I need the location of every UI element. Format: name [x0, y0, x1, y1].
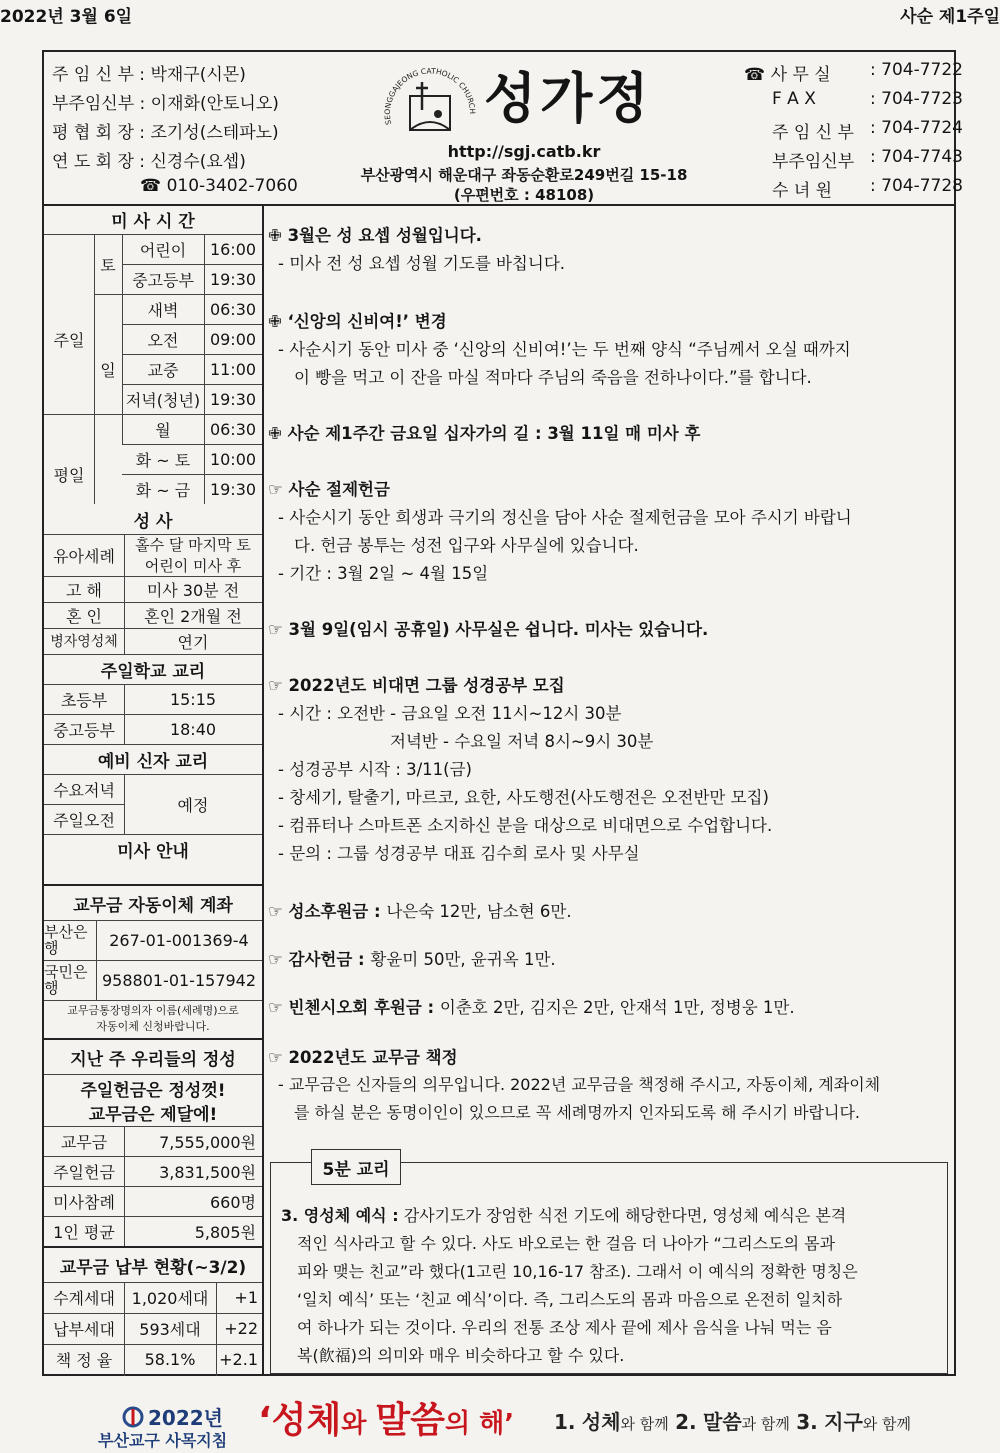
council-president-line: 평 협 회 장 : 조기성(스테파노)	[52, 123, 279, 143]
bulletin-frame	[42, 50, 963, 1376]
tithe-status-row-1-value: 593세대	[139, 1320, 201, 1339]
footer-year: 2022년	[148, 1406, 223, 1430]
address: 부산광역시 해운대구 좌동순환로249번길 15-18	[360, 166, 688, 184]
pastor-phone-label: 주 임 신 부	[772, 123, 854, 143]
mass-row-8-time: 19:30	[209, 479, 257, 499]
secondary-time: 18:40	[169, 719, 217, 739]
notice-4-title: 사순 절제헌금	[288, 480, 390, 499]
notice-5-title: 3월 9일(임시 공휴일) 사무실은 쉽니다. 미사는 있습니다.	[288, 620, 709, 639]
offerings-slogan-1: 주일헌금은 정성껏!	[80, 1080, 226, 1101]
tithe-status-row-1-name: 납부세대	[53, 1320, 115, 1339]
infant-baptism-time: 홀수 달 마지막 토	[135, 536, 251, 554]
notice-9	[268, 994, 795, 1018]
infant-baptism-label: 유아세례	[53, 546, 115, 566]
kb-bank-account[interactable]: 958801-01-157942	[101, 970, 257, 990]
notice-4-line-2: 다. 헌금 봉투는 성전 입구와 사무실에 있습니다.	[294, 536, 639, 555]
cross-icon: ✙	[268, 312, 288, 331]
top-line	[0, 0, 1000, 26]
catechism-line-4: ‘일치 예식’ 또는 ‘친교 예식’이다. 즉, 그리스도의 몸과 마음으로 온전히 일치하	[297, 1290, 843, 1309]
mass-row-2-name: 새벽	[147, 300, 179, 320]
elementary-label: 초등부	[60, 690, 108, 710]
pastor-phone-value: 704-7724	[881, 118, 963, 138]
notice-6-title: 2022년도 비대면 그룹 성경공부 모집	[288, 676, 565, 695]
council-name: 조기성(스테파노)	[150, 123, 279, 143]
postal-code: (우편번호 : 48108)	[453, 186, 595, 204]
fax-value: 704-7723	[881, 89, 963, 109]
mass-row-0-time: 16:00	[209, 239, 257, 259]
sick-communion-status: 연기	[177, 632, 209, 652]
notice-6-line-6: - 문의 : 그룹 성경공부 대표 김수희 로사 및 사무실	[278, 844, 640, 863]
confession-time: 미사 30분 전	[146, 580, 240, 600]
catechumen-wed: 수요저녁	[53, 780, 115, 800]
notice-7-text: 나은숙 12만, 남소현 6만.	[386, 902, 572, 921]
theme-2-text: 과 함께	[741, 1415, 790, 1433]
notice-3	[268, 420, 700, 444]
notice-10-line-2: 를 하실 분은 동명이인이 있으므로 꼭 세례명까지 인자되도록 해 주시기 바랍니다.	[294, 1103, 860, 1122]
office-phone-value: 704-7722	[881, 60, 963, 80]
left-column	[44, 204, 264, 1376]
footer-themes	[554, 1406, 911, 1435]
saturday-label: 토	[100, 255, 116, 275]
notice-7-title: 성소후원금 :	[288, 902, 381, 921]
notice-1-line-1: - 미사 전 성 요셉 성월 기도를 바칩니다.	[278, 254, 565, 273]
catechism-line-1	[281, 1203, 846, 1226]
mass-row-5-name: 저녁(청년)	[125, 390, 201, 410]
fax-label: F A X	[772, 89, 816, 109]
mass-row-1-time: 19:30	[209, 269, 257, 289]
regional-label: 연 도 회 장	[52, 152, 134, 172]
notice-10-line-1: - 교무금은 신자들의 의무입니다. 2022년 교무금을 책정해 주시고, 자동이체, 계좌이체	[278, 1075, 881, 1094]
notice-3-title: 사순 제1주간 금요일 십자가의 길 : 3월 11일 매 미사 후	[287, 424, 701, 443]
notice-1	[268, 222, 482, 246]
tithe-status-row-2-value: 58.1%	[144, 1350, 196, 1369]
sacraments-title: 성 사	[133, 511, 173, 532]
notice-8	[268, 946, 556, 970]
notice-6-line-3: - 성경공부 시작 : 3/11(금)	[278, 760, 472, 779]
mass-row-6-name: 월	[155, 420, 171, 440]
catechism-box	[270, 1159, 948, 1374]
tithe-status-row-2-name: 책 정 율	[55, 1351, 113, 1370]
catechism-line-6: 복(飮福)의 의미와 매우 비슷하다고 할 수 있다.	[297, 1346, 625, 1365]
slogan-part-1: ‘성체	[258, 1400, 342, 1441]
hand-pointer-icon: ☞	[268, 998, 289, 1017]
catechism-line-2: 적인 식사라고 할 수 있다. 사도 바오로는 한 걸음 더 나아가 “그리스도의 몸과	[297, 1234, 836, 1253]
notice-2-line-2: 이 빵을 먹고 이 잔을 마실 적마다 주님의 죽음을 전하나이다.”를 합니다.	[294, 368, 812, 387]
notice-6-line-5: - 컴퓨터나 스마트폰 소지하신 분을 대상으로 비대면으로 수업합니다.	[278, 816, 773, 835]
convent-phone: : 704-7728	[870, 176, 963, 196]
theme-2-key: 말씀	[703, 1410, 742, 1434]
mass-row-6-time: 06:30	[209, 419, 257, 439]
catechism-heading: 3. 영성체 예식 :	[281, 1206, 399, 1225]
confession-label: 고 해	[66, 580, 102, 600]
theme-1-key: 성체	[581, 1410, 621, 1434]
mass-row-3-name: 오전	[147, 330, 179, 350]
notice-6-line-4: - 창세기, 탈출기, 마르코, 요한, 사도행전(사도행전은 오전반만 모집)	[278, 788, 769, 807]
theme-3-key: 지구	[824, 1410, 863, 1434]
notice-2-title: ‘신앙의 신비여!’ 변경	[287, 312, 447, 331]
theme-2-number: 2.	[675, 1410, 697, 1434]
catechism-line-3: 피와 맺는 친교”라 했다(1고린 10,16-17 참조). 그래서 이 예식의 정확한 명칭은	[297, 1262, 858, 1281]
notice-6	[268, 672, 565, 696]
footer-org: 부산교구 사목지침	[98, 1431, 228, 1450]
sunday-short-label: 일	[100, 360, 116, 380]
slogan-part-2: 와	[341, 1409, 376, 1439]
tithe-status-title: 교무금 납부 현황(~3/2)	[59, 1257, 247, 1278]
mass-row-4-name: 교중	[147, 360, 179, 380]
liturgical-week: 사순 제1주일	[900, 7, 1000, 27]
notice-10	[268, 1044, 458, 1068]
theme-3-number: 3.	[796, 1410, 818, 1434]
pastor-phone: : 704-7724	[870, 118, 963, 138]
busan-bank-label: 부산은행	[44, 922, 88, 957]
slogan-part-4: 의 해’	[444, 1409, 515, 1439]
pastor-line: 주 임 신 부 : 박재구(시몬)	[52, 65, 246, 85]
church-title: 성가정	[484, 67, 653, 130]
office-phone: : 704-7722	[870, 60, 963, 80]
hand-pointer-icon: ☞	[268, 480, 289, 499]
tithe-status-row-1-delta: +22	[224, 1319, 258, 1338]
church-logo-icon	[380, 64, 480, 144]
cross-icon: ✙	[268, 424, 288, 443]
notice-9-text: 이춘호 2만, 김지은 2만, 안재석 1만, 정병웅 1만.	[439, 998, 795, 1017]
notice-6-line-2: 저녁반 - 수요일 저녁 8시~9시 30분	[390, 732, 654, 751]
footer-slogan	[258, 1392, 514, 1443]
catechism-line-5: 여 하나가 되는 것이다. 우리의 전통 조상 제사 끝에 제사 음식을 나눠 먹는 음	[297, 1318, 832, 1337]
notice-8-text: 황윤미 50만, 윤귀옥 1만.	[370, 950, 556, 969]
assistant-phone-value: 704-7743	[881, 147, 963, 167]
offering-row-1-name: 주일헌금	[53, 1162, 115, 1182]
notice-9-title: 빈첸시오회 후원금 :	[288, 998, 435, 1017]
header	[44, 52, 963, 206]
fax-number: : 704-7723	[870, 89, 963, 109]
catechism-line-1-text: 감사기도가 장엄한 식전 기도에 해당한다면, 영성체 예식은 본격	[403, 1206, 847, 1225]
offering-row-2-name: 미사참례	[53, 1192, 115, 1212]
notice-4-line-3: - 기간 : 3월 2일 ~ 4월 15일	[278, 564, 489, 583]
mass-row-2-time: 06:30	[209, 299, 257, 319]
weekday-label: 평일	[53, 465, 85, 485]
notice-2	[268, 308, 447, 332]
tithe-note-1: 교무금통장명의자 이름(세례명)으로	[67, 1004, 239, 1017]
catechumen-status: 예정	[177, 795, 209, 815]
offerings-title: 지난 주 우리들의 정성	[70, 1049, 236, 1070]
notice-10-title: 2022년도 교무금 책정	[288, 1048, 458, 1067]
secondary-label: 중고등부	[53, 720, 115, 740]
contact-phone: ☎ 010-3402-7060	[140, 176, 298, 196]
website-url[interactable]: http://sgj.catb.kr	[447, 142, 601, 161]
sick-communion-label: 병자영성체	[50, 634, 118, 650]
tithe-status-row-2-delta: +2.1	[219, 1350, 258, 1369]
marriage-time: 혼인 2개월 전	[144, 606, 242, 626]
convent-phone-value: 704-7728	[881, 176, 963, 196]
hand-pointer-icon: ☞	[268, 676, 289, 695]
notice-7	[268, 898, 572, 922]
kb-bank-label: 국민은행	[44, 962, 88, 997]
tithe-account-title: 교무금 자동이체 계좌	[73, 895, 233, 916]
offering-row-0-value: 7,555,000원	[159, 1132, 256, 1152]
assistant-phone-label: 부주임신부	[772, 152, 855, 172]
assistant-phone: : 704-7743	[870, 147, 963, 167]
sunday-school-title: 주일학교 교리	[100, 661, 206, 682]
theme-1-number: 1.	[554, 1410, 576, 1434]
assistant-pastor-line: 부주임신부 : 이재화(안토니오)	[52, 94, 279, 114]
mass-row-7-name: 화 ~ 토	[135, 450, 191, 470]
footer	[0, 1382, 1000, 1452]
sunday-label: 주일	[53, 330, 85, 350]
offering-row-2-value: 660명	[210, 1192, 256, 1212]
mass-times-title: 미 사 시 간	[111, 211, 195, 232]
mass-row-5-time: 19:30	[209, 389, 257, 409]
convent-phone-label: 수 녀 원	[772, 181, 833, 201]
mass-row-7-time: 10:00	[209, 449, 257, 469]
hand-pointer-icon: ☞	[268, 902, 289, 921]
diocese-logo-icon	[118, 1406, 148, 1428]
offering-row-3-name: 1인 평균	[53, 1222, 115, 1242]
cross-icon: ✙	[268, 226, 288, 245]
regional-president-line: 연 도 회 장 : 신경수(요셉)	[52, 152, 246, 172]
catechumen-title: 예비 신자 교리	[97, 751, 209, 772]
council-label: 평 협 회 장	[52, 123, 134, 143]
offerings-slogan-2: 교무금은 제달에!	[88, 1104, 218, 1125]
theme-3-text: 와 함께	[862, 1415, 912, 1433]
pastor-name: 박재구(시몬)	[150, 65, 246, 85]
notices-area	[264, 204, 954, 1376]
pastor-label: 주 임 신 부	[52, 65, 134, 85]
hand-pointer-icon: ☞	[268, 950, 289, 969]
notice-6-line-1: - 시간 : 오전반 - 금요일 오전 11시~12시 30분	[278, 704, 622, 723]
theme-1-text: 와 함께	[620, 1415, 669, 1433]
mass-row-3-time: 09:00	[209, 329, 257, 349]
notice-2-line-1: - 사순시기 동안 미사 중 ‘신앙의 신비여!’는 두 번째 양식 “주님께서 오실 때까지	[278, 340, 851, 359]
notice-1-title: 3월은 성 요셉 성월입니다.	[287, 226, 482, 245]
busan-bank-account[interactable]: 267-01-001369-4	[109, 930, 249, 950]
assistant-label: 부주임신부	[52, 94, 135, 114]
offering-row-0-name: 교무금	[60, 1132, 108, 1152]
tithe-status-row-0-delta: +1	[234, 1288, 258, 1307]
masthead	[344, 52, 704, 204]
notice-8-title: 감사헌금 :	[288, 950, 365, 969]
marriage-label: 혼 인	[66, 606, 102, 626]
slogan-part-3: 말씀	[375, 1400, 445, 1441]
mass-row-8-name: 화 ~ 금	[135, 480, 191, 500]
assistant-name: 이재화(안토니오)	[150, 94, 279, 114]
tithe-status-row-0-value: 1,020세대	[131, 1289, 209, 1308]
regional-name: 신경수(요셉)	[150, 152, 246, 172]
notice-5	[268, 616, 708, 640]
mass-row-1-name: 중고등부	[132, 270, 194, 290]
catechumen-sun: 주일오전	[53, 810, 115, 830]
infant-baptism-when: 어린이 미사 후	[144, 557, 242, 575]
mass-row-0-name: 어린이	[139, 240, 187, 260]
hand-pointer-icon: ☞	[268, 1048, 289, 1067]
tithe-status-row-0-name: 수계세대	[53, 1289, 115, 1308]
issue-date: 2022년 3월 6일	[0, 7, 133, 27]
catechism-title: 5분 교리	[311, 1149, 401, 1185]
office-phone-label: ☎ 사 무 실	[744, 65, 831, 85]
mass-row-4-time: 11:00	[209, 359, 257, 379]
tithe-note-2: 자동이체 신청바랍니다.	[96, 1020, 210, 1033]
notice-4	[268, 476, 390, 500]
offering-row-3-value: 5,805원	[194, 1222, 256, 1242]
notice-4-line-1: - 사순시기 동안 희생과 극기의 정신을 담아 사순 절제헌금을 모아 주시기 바랍니	[278, 508, 852, 527]
svg-text:SEONGGAJEONG CATHOLIC CHURCH: SEONGGAJEONG CATHOLIC CHURCH	[382, 66, 478, 126]
hand-pointer-icon: ☞	[268, 620, 289, 639]
elementary-time: 15:15	[169, 689, 217, 709]
mass-guide-title: 미사 안내	[117, 841, 189, 862]
offering-row-1-value: 3,831,500원	[159, 1162, 256, 1182]
